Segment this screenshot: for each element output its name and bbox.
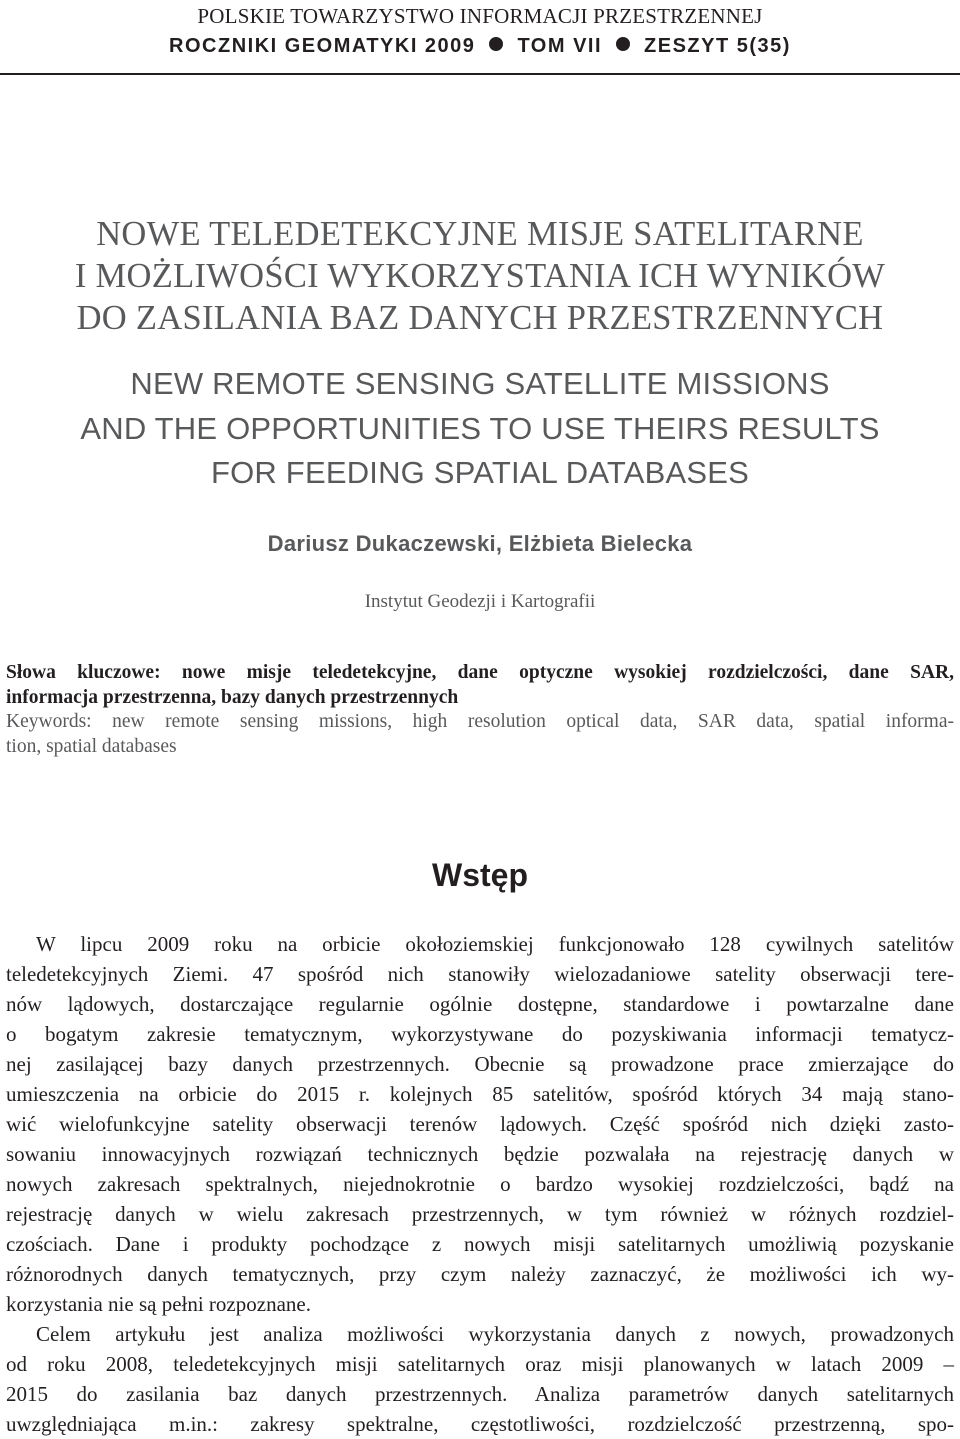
- text-line: korzystania nie są pełni rozpoznane.: [6, 1292, 311, 1316]
- text-line: od roku 2008, teledetekcyjnych misji satelitarnych oraz misji planowanych w latach 2009 –: [6, 1352, 954, 1376]
- text-line: nej zasilającej bazy danych przestrzennych. Obecnie są prowadzone prace zmierzające do: [6, 1052, 954, 1076]
- paragraph-1: [6, 929, 954, 1319]
- text-line: sowaniu innowacyjnych rozwiązań technicznych będzie pozwalała na rejestrację danych w: [6, 1142, 954, 1166]
- text-line: [6, 929, 954, 959]
- keywords-line: tion, spatial databases: [6, 735, 177, 757]
- text-line: wić wielofunkcyjne satelity obserwacji terenów lądowych. Część spośród nich dzięki zasto-: [6, 1112, 954, 1136]
- text-line: o bogatym zakresie tematycznym, wykorzystywane do pozyskiwania informacji tematycz-: [6, 1022, 954, 1046]
- text-line: czościach. Dane i produkty pochodzące z nowych misji satelitarnych umożliwią pozyskanie: [6, 1232, 954, 1256]
- text-line: różnorodnych danych tematycznych, przy czym należy zaznaczyć, że możliwości ich wy-: [6, 1262, 954, 1286]
- text-line: 2015 do zasilania baz danych przestrzennych. Analiza parametrów danych satelitarnych: [6, 1382, 954, 1406]
- keywords-line: informacja przestrzenna, bazy danych przestrzennych: [6, 686, 459, 708]
- text-line-content: Celem artykułu jest analiza możliwości wykorzystania danych z nowych, prowadzonych: [36, 1322, 954, 1346]
- authors: Dariusz Dukaczewski, Elżbieta Bielecka: [267, 531, 693, 556]
- section-heading: Wstęp: [432, 857, 528, 893]
- text-line: nowych zakresach spektralnych, niejednokrotnie o bardzo wysokiej rozdzielczości, bądź na: [6, 1172, 954, 1196]
- keywords-english: [6, 710, 954, 759]
- title-english-line: FOR FEEDING SPATIAL DATABASES: [210, 455, 750, 490]
- bullet-separator-icon: [616, 37, 630, 51]
- paragraph-2: [6, 1319, 954, 1439]
- bullet-separator-icon: [489, 37, 503, 51]
- affiliation: Instytut Geodezji i Kartografii: [364, 591, 596, 612]
- text-line: teledetekcyjnych Ziemi. 47 spośród nich stanowiły wielozadaniowe satelity obserwacji tere-: [6, 962, 954, 986]
- text-line: [6, 1319, 954, 1349]
- keywords-line: Słowa kluczowe: nowe misje teledetekcyjne, dane optyczne wysokiej rozdzielczości, dane SAR,: [6, 662, 954, 683]
- title-polish: [0, 213, 960, 339]
- text-line-content: W lipcu 2009 roku na orbicie okołoziemskiej funkcjonowało 128 cywilnych satelitów: [36, 932, 954, 956]
- title-polish-line: I MOŻLIWOŚCI WYKORZYSTANIA ICH WYNIKÓW: [74, 257, 886, 295]
- journal-volume: TOM VII: [517, 35, 603, 57]
- title-english-line: AND THE OPPORTUNITIES TO USE THEIRS RESULTS: [80, 410, 880, 446]
- journal-header: [0, 35, 960, 58]
- text-line: rejestrację danych w wielu zakresach przestrzennych, w tym również w różnych rozdziel-: [6, 1202, 954, 1226]
- text-line: uwzględniająca m.in.: zakresy spektralne, częstotliwości, rozdzielczość przestrzenną, spo-: [6, 1412, 954, 1436]
- journal-name: ROCZNIKI GEOMATYKI 2009: [169, 35, 476, 57]
- journal-issue: ZESZYT 5(35): [644, 35, 791, 57]
- title-english-line: NEW REMOTE SENSING SATELLITE MISSIONS: [130, 366, 830, 401]
- text-line: umieszczenia na orbicie do 2015 r. kolejnych 85 satelitów, spośród których 34 mają stano-: [6, 1082, 954, 1106]
- keywords-line: Keywords: new remote sensing missions, high resolution optical data, SAR data, spatial informa-: [6, 711, 954, 732]
- title-polish-line: NOWE TELEDETEKCYJNE MISJE SATELITARNE: [96, 215, 864, 253]
- title-english: [0, 362, 960, 496]
- society-name: POLSKIE TOWARZYSTWO INFORMACJI PRZESTRZENNEJ: [197, 4, 763, 28]
- text-line: nów lądowych, dostarczające regularnie ogólnie dostępne, standardowe i powtarzalne dane: [6, 992, 954, 1016]
- header-rule: [0, 73, 960, 75]
- keywords-block: [6, 661, 954, 759]
- keywords-polish: [6, 661, 954, 710]
- title-polish-line: DO ZASILANIA BAZ DANYCH PRZESTRZENNYCH: [76, 299, 884, 337]
- body-text: [6, 929, 954, 1439]
